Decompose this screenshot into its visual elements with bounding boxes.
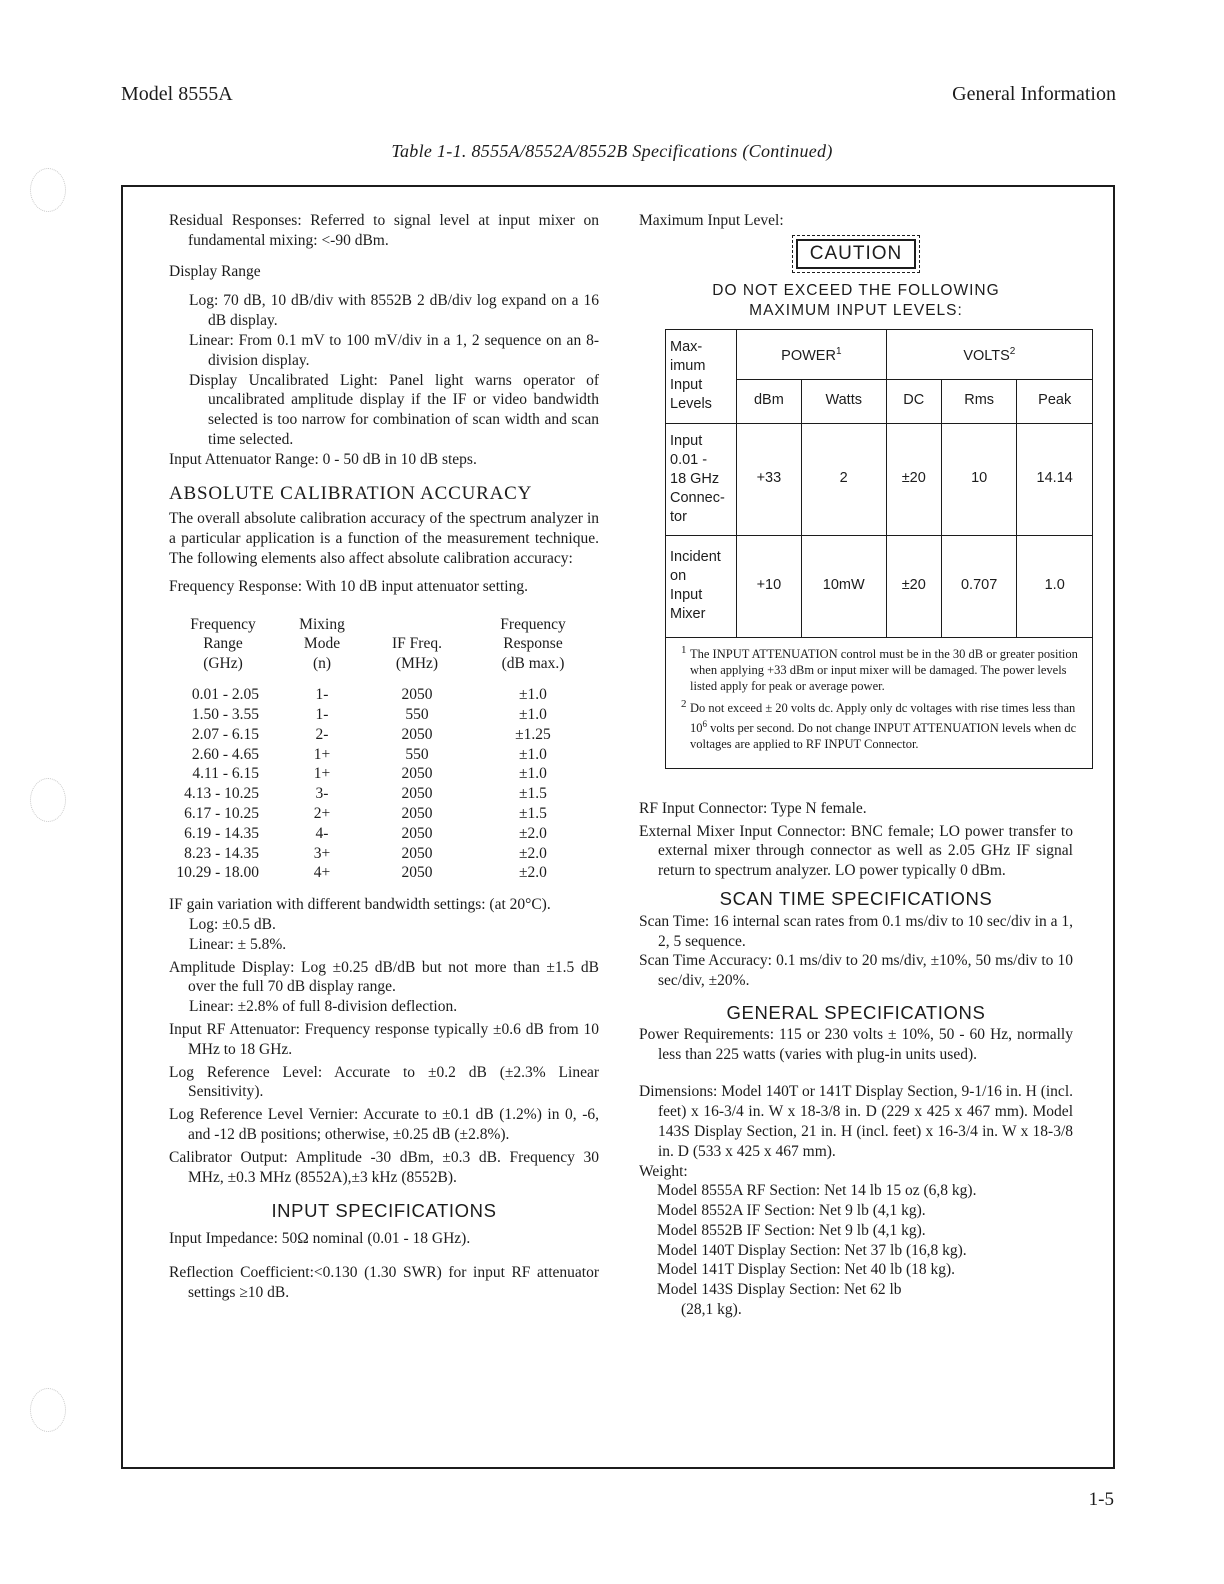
scan-time-heading: SCAN TIME SPECIFICATIONS (719, 887, 993, 909)
row-input-mixer (666, 535, 1093, 637)
reflection-coefficient: Reflection Coefficient:<0.130 (1.30 SWR) for input RF attenuator settings ≥10 dB. (169, 1263, 599, 1301)
cell-watts: 2 (801, 423, 886, 535)
cell-dbm: +10 (737, 535, 802, 637)
weight-item: Model 8555A RF Section: Net 14 lb 15 oz (6,8 kg). (657, 1182, 977, 1200)
freq-row (169, 844, 599, 864)
input-rf-attenuator: Input RF Attenuator: Frequency response typically ±0.6 dB from 10 MHz to 18 GHz. (169, 1021, 599, 1058)
cell-peak: 14.14 (1017, 423, 1093, 535)
freq-cell-if: 2050 (401, 864, 433, 882)
cell-rms: 0.707 (941, 535, 1017, 637)
freq-cell-if: 550 (405, 706, 429, 724)
header-model: Model 8555A (121, 83, 233, 105)
freq-cell-resp: ±2.0 (519, 844, 547, 862)
warning-line-2: MAXIMUM INPUT LEVELS: (749, 301, 963, 319)
freq-cell-if: 2050 (401, 824, 433, 842)
freq-cell-if: 550 (405, 745, 429, 763)
external-mixer-connector: External Mixer Input Connector: BNC female; LO power transfer to external mixer through connector as well as 2.05 GHz IF signal return to spectrum analyzer. LO power typically 0 dBm. (639, 822, 1073, 880)
weight-item: Model 8552A IF Section: Net 9 lb (4,1 kg). (657, 1202, 926, 1220)
dimensions: Dimensions: Model 140T or 141T Display Section, 9-1/16 in. H (incl. feet) x 16-3/4 in. W x 18-3/8 in. D (229 x 425 x 467 mm). Model 143S Display Section, 21 in. H (incl. feet) x 16-3/4 in. W x 18-3/8 in. D (533 x 425 x 467 mm). (639, 1083, 1073, 1160)
weight-item: Model 141T Display Section: Net 40 lb (18 kg). (657, 1261, 956, 1279)
freq-cell-resp: ±1.0 (519, 745, 547, 763)
table-footnotes (666, 637, 1093, 768)
cell-dc: ±20 (886, 423, 941, 535)
col-header-mode: Mixing Mode (n) (299, 615, 345, 672)
freq-cell-range: 6.19 - 14.35 (184, 824, 259, 842)
amplitude-display-linear: Linear: ±2.8% of full 8-division deflection. (189, 998, 458, 1016)
sub-header-dbm: dBm (737, 379, 802, 423)
freq-cell-resp: ±1.5 (519, 785, 547, 803)
power-requirements: Power Requirements: 115 or 230 volts ± 10%, 50 - 60 Hz, normally less than 225 watts (varies with plug-in units used). (639, 1025, 1073, 1063)
log-reference-level: Log Reference Level: Accurate to ±0.2 dB (±2.3% Linear Sensitivity). (169, 1063, 599, 1101)
cell-dbm: +33 (737, 423, 802, 535)
right-column (639, 211, 1078, 1320)
freq-cell-range: 10.29 - 18.00 (176, 864, 259, 882)
freq-cell-range: 1.50 - 3.55 (191, 706, 259, 724)
freq-cell-range: 2.60 - 4.65 (191, 745, 259, 763)
rf-input-connector: RF Input Connector: Type N female. (639, 799, 867, 817)
cell-dc: ±20 (886, 535, 941, 637)
freq-cell-if: 2050 (401, 765, 433, 783)
freq-cell-mode: 4+ (313, 864, 331, 882)
sub-header-dc: DC (886, 379, 941, 423)
freq-cell-range: 0.01 - 2.05 (191, 686, 259, 704)
sub-header-rms: Rms (941, 379, 1017, 423)
power-header: POWER$^1$ (737, 329, 887, 379)
freq-cell-mode: 2+ (313, 805, 331, 823)
cell-watts: 10mW (801, 535, 886, 637)
input-impedance: Input Impedance: 50Ω nominal (0.01 - 18 GHz). (169, 1230, 471, 1248)
freq-cell-resp: ±1.0 (519, 765, 547, 783)
footnote-1: 1 The INPUT ATTENUATION control must be in the 30 dB or greater position when applying +33 dBm or input mixer will be damaged. The power levels listed apply for peak or average power. (681, 643, 1078, 693)
row-label-input-connector: Input 0.01 - 18 GHz Connec- tor (666, 423, 737, 535)
log-reference-vernier: Log Reference Level Vernier: Accurate to ±0.1 dB (1.2%) in 0, -6, and -12 dB positions; otherwise, ±0.25 dB (±2.8%). (169, 1106, 599, 1143)
table-title: Table 1-1. 8555A/8552A/8552B Specifications (Continued) (391, 141, 833, 161)
display-range-log: Log: 70 dB, 10 dB/div with 8552B 2 dB/div log expand on a 16 dB display. (189, 292, 599, 330)
freq-cell-mode: 3- (315, 785, 329, 803)
volts-header: VOLTS$^2$ (886, 329, 1092, 379)
freq-cell-mode: 2- (315, 725, 329, 743)
if-gain-log: Log: ±0.5 dB. (189, 916, 276, 934)
footnote-2: 2 Do not exceed ± 20 volts dc. Apply only dc voltages with rise times less than $10^6$ volts per second. Do not change INPUT ATTENUATION levels when dc voltages are applied to RF INPUT Connector. (681, 697, 1077, 751)
max-table-corner: Max- imum Input Levels (666, 329, 737, 423)
if-gain-linear: Linear: ± 5.8%. (189, 935, 287, 953)
display-range-linear: Linear: From 0.1 mV to 100 mV/div in a 1, 2 sequence on an 8-division display. (189, 331, 599, 369)
display-range-heading: Display Range (169, 262, 261, 280)
weight-list (639, 1181, 1073, 1300)
warning-text (639, 281, 1073, 321)
sub-header-peak: Peak (1017, 379, 1093, 423)
freq-cell-range: 4.11 - 6.15 (192, 765, 259, 783)
freq-cell-mode: 1+ (313, 745, 331, 763)
spec-table-frame (121, 185, 1115, 1469)
if-gain-variation: IF gain variation with different bandwidth settings: (at 20°C). (169, 896, 551, 914)
col-header-response: Frequency Response (dB max.) (500, 615, 566, 672)
freq-cell-if: 2050 (401, 686, 433, 704)
freq-cell-if: 2050 (401, 805, 433, 823)
freq-row (169, 725, 599, 745)
abs-cal-text: The overall absolute calibration accuracy of the spectrum analyzer in a particular application is a function of the measurement technique. The following elements also affect absolute calibration accuracy: (169, 510, 599, 567)
page-number: 1-5 (1088, 1489, 1114, 1510)
freq-cell-resp: ±1.0 (519, 686, 547, 704)
freq-row (169, 804, 599, 824)
freq-row (169, 705, 599, 725)
freq-cell-range: 2.07 - 6.15 (191, 725, 259, 743)
freq-cell-mode: 1+ (313, 765, 331, 783)
max-input-heading: Maximum Input Level: (639, 212, 784, 229)
freq-row (169, 685, 599, 705)
freq-row (169, 863, 599, 883)
general-spec-heading: GENERAL SPECIFICATIONS (726, 1001, 986, 1023)
input-attenuator-range: Input Attenuator Range: 0 - 50 dB in 10 dB steps. (169, 450, 477, 468)
cell-peak: 1.0 (1017, 535, 1093, 637)
cell-rms: 10 (941, 423, 1017, 535)
calibrator-output: Calibrator Output: Amplitude -30 dBm, ±0.3 dB. Frequency 30 MHz, ±0.3 MHz (8552A),±3 kHz (8552B). (169, 1148, 599, 1186)
freq-cell-if: 2050 (401, 725, 433, 743)
amplitude-display: Amplitude Display: Log ±0.25 dB/dB but not more than ±1.5 dB over the full 70 dB display range. (169, 958, 599, 996)
freq-cell-resp: ±2.0 (519, 864, 547, 882)
abs-cal-heading: ABSOLUTE CALIBRATION ACCURACY (169, 482, 533, 504)
freq-cell-if: 2050 (401, 785, 433, 803)
freq-response-intro: Frequency Response: With 10 dB input attenuator setting. (169, 577, 528, 595)
weight-last-cont: (28,1 kg). (681, 1301, 742, 1319)
sub-header-watts: Watts (801, 379, 886, 423)
freq-cell-range: 6.17 - 10.25 (184, 805, 259, 823)
punch-hole-bottom (30, 1388, 66, 1432)
header-section: General Information (952, 83, 1116, 105)
scan-time: Scan Time: 16 internal scan rates from 0.1 ms/div to 10 sec/div in a 1, 2, 5 sequence. (639, 912, 1073, 950)
freq-cell-mode: 3+ (313, 844, 331, 862)
freq-row (169, 824, 599, 844)
punch-hole-top (30, 168, 66, 212)
freq-cell-resp: ±1.25 (515, 725, 551, 743)
left-column (169, 211, 599, 1303)
freq-cell-range: 8.23 - 14.35 (184, 844, 259, 862)
freq-row (169, 745, 599, 765)
residual-responses: Residual Responses: Referred to signal level at input mixer on fundamental mixing: <-90 dBm. (169, 212, 599, 249)
warning-line-1: DO NOT EXCEED THE FOLLOWING (712, 281, 1000, 299)
weight-heading: Weight: (639, 1162, 688, 1180)
freq-cell-range: 4.13 - 10.25 (184, 785, 259, 803)
freq-cell-mode: 1- (315, 686, 329, 704)
col-header-range: Frequency Range (GHz) (190, 615, 256, 672)
weight-item: Model 8552B IF Section: Net 9 lb (4,1 kg). (657, 1221, 926, 1239)
row-input-connector (666, 423, 1093, 535)
punch-hole-middle (30, 778, 66, 822)
weight-item: Model 140T Display Section: Net 37 lb (16,8 kg). (657, 1241, 967, 1259)
col-header-if: IF Freq. (MHz) (392, 635, 442, 672)
freq-cell-resp: ±1.5 (519, 805, 547, 823)
freq-cell-if: 2050 (401, 844, 433, 862)
freq-cell-mode: 4- (315, 824, 329, 842)
freq-row (169, 784, 599, 804)
input-spec-heading: INPUT SPECIFICATIONS (271, 1200, 497, 1222)
caution-label: CAUTION (796, 239, 917, 269)
freq-cell-mode: 1- (315, 706, 329, 724)
max-input-table (665, 329, 1093, 769)
freq-row (169, 764, 599, 784)
display-uncal-light: Display Uncalibrated Light: Panel light warns operator of uncalibrated amplitude display if the IF or video bandwidth selected is too narrow for combination of scan width and scan time selected. (189, 371, 599, 448)
freq-cell-resp: ±2.0 (519, 824, 547, 842)
weight-item: Model 143S Display Section: Net 62 lb (657, 1281, 902, 1299)
scan-time-accuracy: Scan Time Accuracy: 0.1 ms/div to 20 ms/div, ±10%, 50 ms/div to 10 sec/div, ±20%. (639, 952, 1073, 990)
freq-cell-resp: ±1.0 (519, 706, 547, 724)
row-label-input-mixer: Incident on Input Mixer (666, 535, 737, 637)
freq-response-rows (169, 685, 599, 883)
freq-response-table (169, 615, 599, 883)
